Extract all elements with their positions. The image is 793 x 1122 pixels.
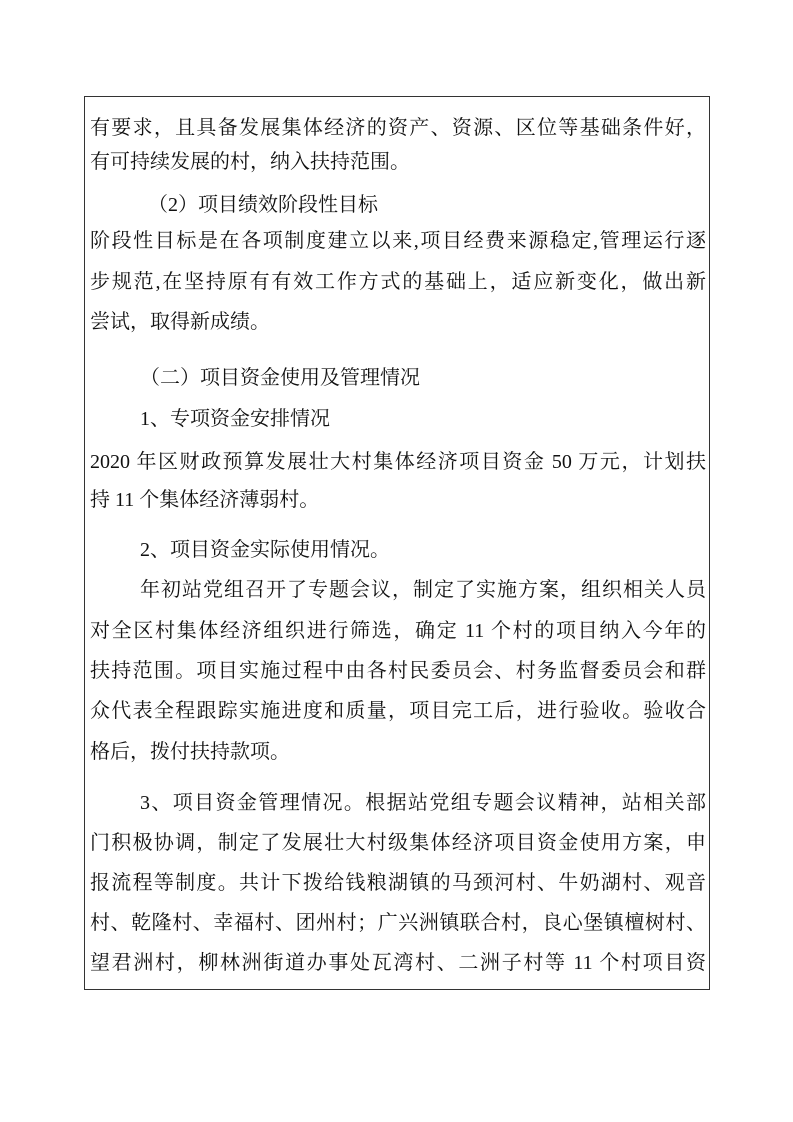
paragraph-line: 尝试，取得新成绩。 [90,311,270,333]
section-heading: （二）项目资金使用及管理情况 [140,367,420,389]
paragraph-line: 阶段性目标是在各项制度建立以来,项目经费来源稳定,管理运行逐 [90,230,706,252]
paragraph-line: 3、项目资金管理情况。根据站党组专题会议精神，站相关部 [140,792,706,814]
subsection-heading: 1、专项资金安排情况 [140,408,330,430]
paragraph-line: 有要求，且具备发展集体经济的资产、资源、区位等基础条件好， [90,117,706,139]
paragraph-line: 格后，拨付扶持款项。 [90,741,290,763]
subsection-heading: 2、项目资金实际使用情况。 [140,539,390,561]
paragraph-line: 众代表全程跟踪实施进度和质量，项目完工后，进行验收。验收合 [90,700,706,722]
paragraph-line: 2020 年区财政预算发展壮大村集体经济项目资金 50 万元，计划扶 [90,451,706,473]
paragraph-line: 望君洲村，柳林洲街道办事处瓦湾村、二洲子村等 11 个村项目资 [90,952,706,974]
paragraph-line: 对全区村集体经济组织进行筛选，确定 11 个村的项目纳入今年的 [90,620,706,642]
paragraph-line: 扶持范围。项目实施过程中由各村民委员会、村务监督委员会和群 [90,660,706,682]
section-heading: （2）项目绩效阶段性目标 [148,194,378,216]
paragraph-line: 持 11 个集体经济薄弱村。 [90,489,320,511]
paragraph-line: 有可持续发展的村，纳入扶持范围。 [90,151,410,173]
paragraph-line: 报流程等制度。共计下拨给钱粮湖镇的马颈河村、牛奶湖村、观音 [90,872,706,894]
paragraph-line: 村、乾隆村、幸福村、团州村；广兴洲镇联合村，良心堡镇檀树村、 [90,912,706,934]
paragraph-line: 门积极协调，制定了发展壮大村级集体经济项目资金使用方案，申 [90,832,706,854]
paragraph-line: 步规范,在坚持原有有效工作方式的基础上，适应新变化，做出新 [90,271,706,293]
paragraph-line: 年初站党组召开了专题会议，制定了实施方案，组织相关人员 [140,579,706,601]
